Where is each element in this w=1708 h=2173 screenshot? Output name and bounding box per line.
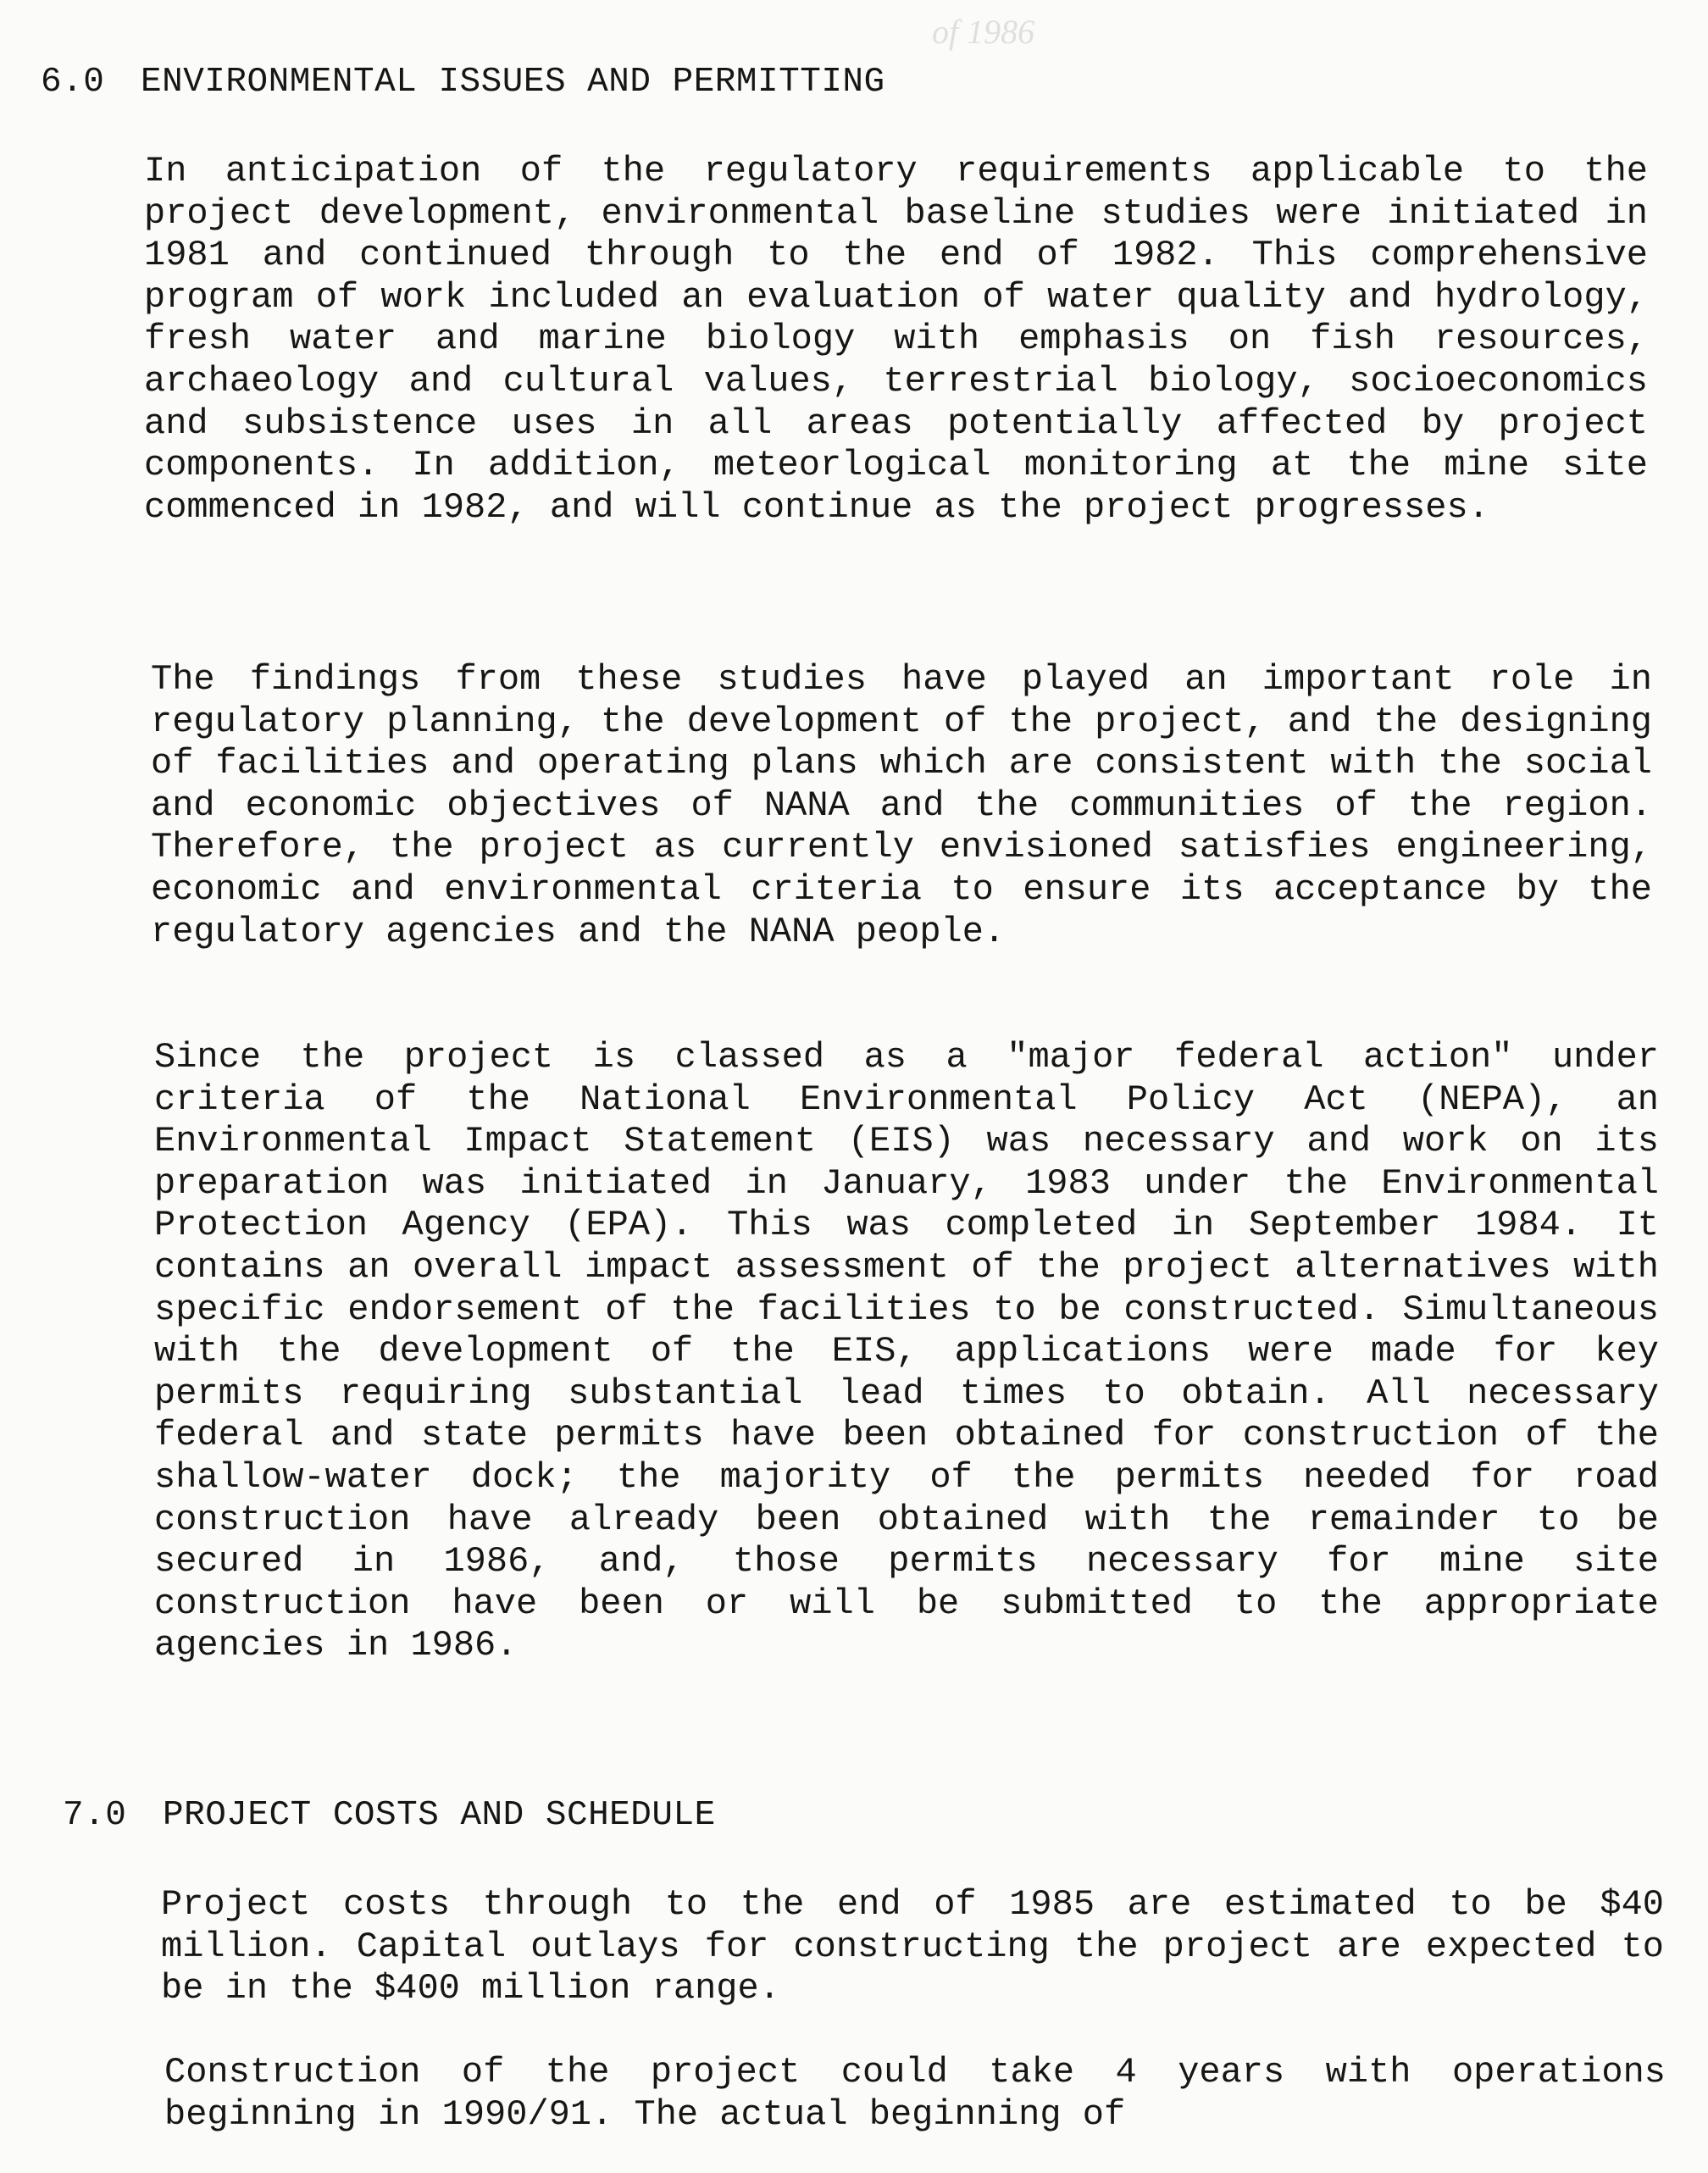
section-title: ENVIRONMENTAL ISSUES AND PERMITTING <box>141 63 885 102</box>
section-7-paragraph-1: Project costs through to the end of 1985 are estimated to be $40 million. Capital outlays for constructing the project are expected to be in the $400 million range. <box>161 1884 1664 2009</box>
bleed-through-mark: of 1986 <box>932 13 1035 51</box>
section-heading-7 <box>63 1796 716 1835</box>
section-title: PROJECT COSTS AND SCHEDULE <box>163 1796 716 1835</box>
section-number: 6.0 <box>41 63 105 102</box>
section-number: 7.0 <box>63 1796 127 1835</box>
section-7-paragraph-2: Construction of the project could take 4 years with operations beginning in 1990/91. The actual beginning of <box>164 2052 1666 2135</box>
section-6-paragraph-1: In anticipation of the regulatory requirements applicable to the project development, environmental baseline studies were initiated in 1981 and continued through to the end of 1982. This comprehensive program of work included an evaluation of water quality and hydrology, fresh water and marine biology with emphasis on fish resources, archaeology and cultural values, terrestrial biology, socioeconomics and subsistence uses in all areas potentially affected by project components. In addition, meteorlogical monitoring at the mine site commenced in 1982, and will continue as the project progresses. <box>144 151 1648 528</box>
section-6-paragraph-2: The findings from these studies have played an important role in regulatory planning, the development of the project, and the designing of facilities and operating plans which are consistent with the social and economic objectives of NANA and the communities of the region. Therefore, the project as currently envisioned satisfies engineering, economic and environmental criteria to ensure its acceptance by the regulatory agencies and the NANA people. <box>151 659 1652 952</box>
section-6-paragraph-3: Since the project is classed as a "major federal action" under criteria of the National Environmental Policy Act (NEPA), an Environmental Impact Statement (EIS) was necessary and work on its preparation was initiated in January, 1983 under the Environmental Protection Agency (EPA). This was completed in September 1984. It contains an overall impact assessment of the project alternatives with specific endorsement of the facilities to be constructed. Simultaneous with the development of the EIS, applications were made for key permits requiring substantial lead times to obtain. All necessary federal and state permits have been obtained for construction of the shallow-water dock; the majority of the permits needed for road construction have already been obtained with the remainder to be secured in 1986, and, those permits necessary for mine site construction have been or will be submitted to the appropriate agencies in 1986. <box>154 1037 1659 1666</box>
section-heading-6 <box>41 63 885 102</box>
